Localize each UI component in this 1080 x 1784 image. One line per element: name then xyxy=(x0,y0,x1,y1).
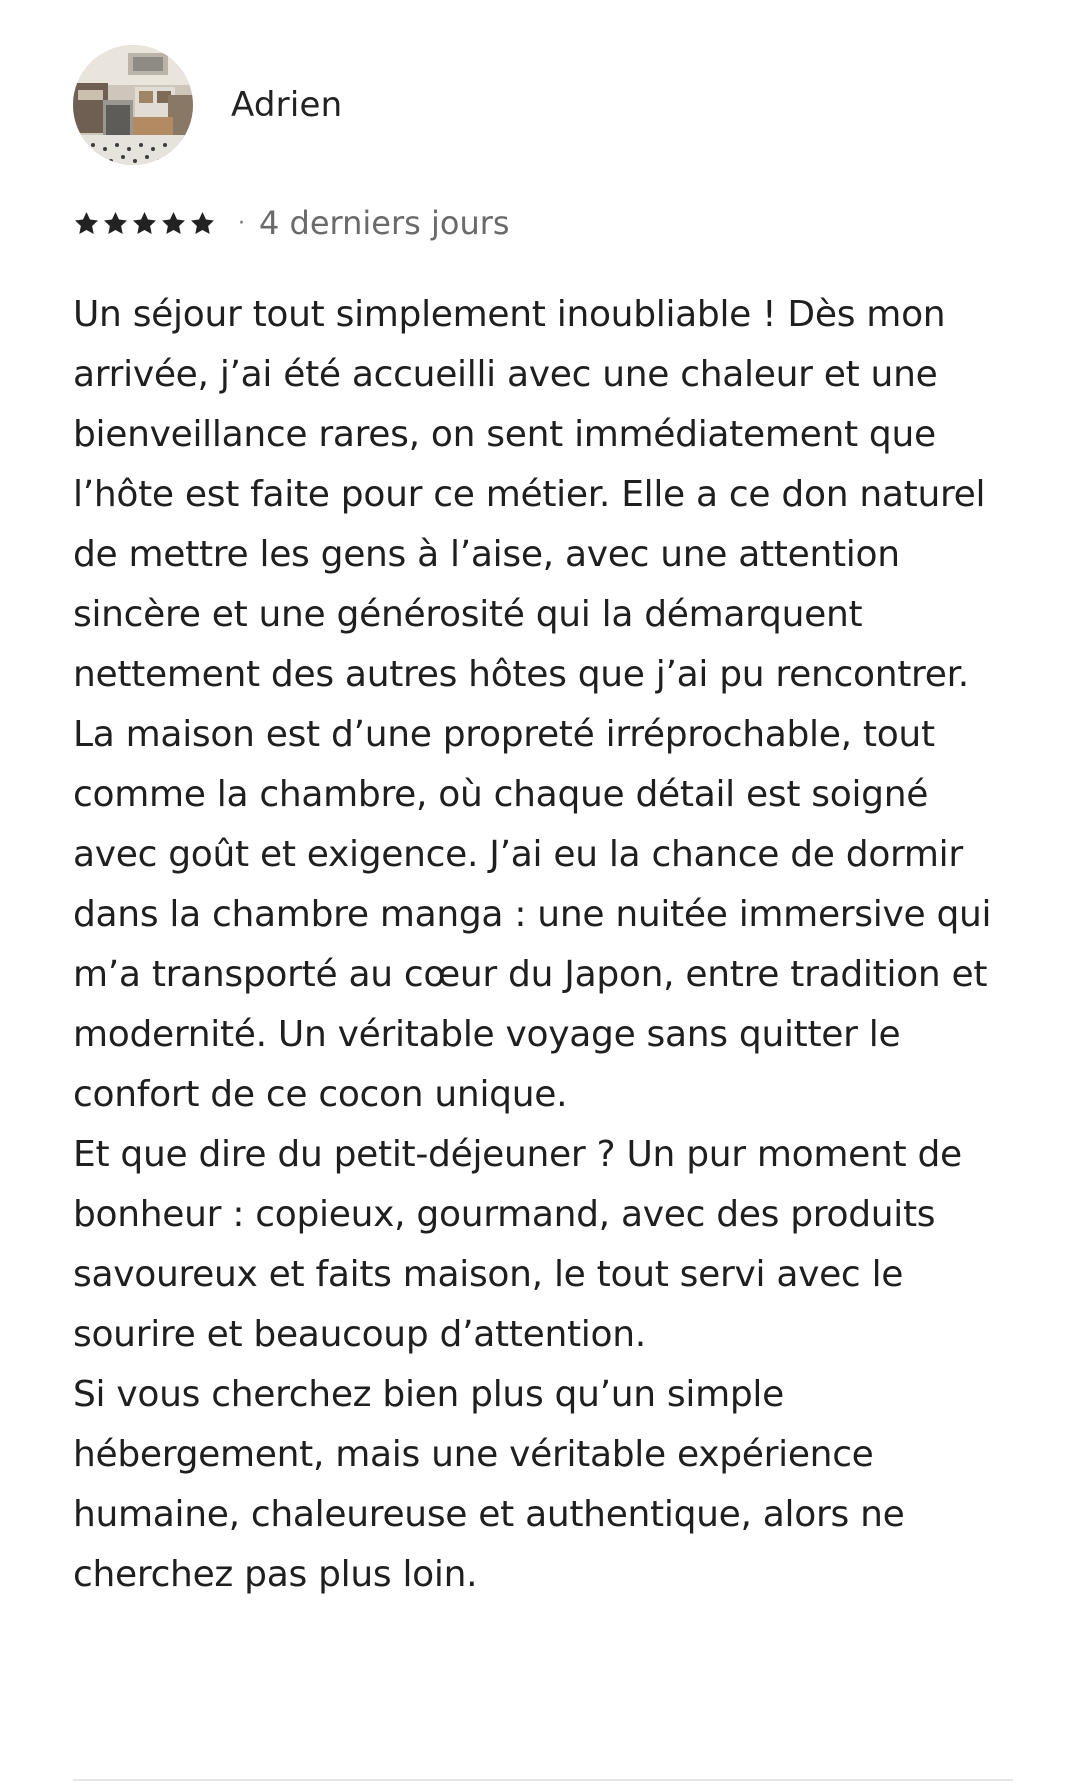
star-icon xyxy=(102,210,129,237)
review-paragraph: Si vous cherchez bien plus qu’un simple hébergement, mais une véritable expérience humaine, chaleureuse et authentique, alors ne cherchez pas plus loin. xyxy=(73,1374,905,1595)
review-text xyxy=(73,285,1013,1605)
star-icon xyxy=(189,210,216,237)
divider xyxy=(73,1779,1013,1781)
star-icon xyxy=(160,210,187,237)
review-paragraph: Et que dire du petit-déjeuner ? Un pur moment de bonheur : copieux, gourmand, avec des produits savoureux et faits maison, le tout servi avec le sourire et beaucoup d’attention. xyxy=(73,1134,962,1355)
avatar[interactable] xyxy=(73,45,193,165)
review-card xyxy=(73,45,1013,1605)
review-paragraph: Un séjour tout simplement inoubliable ! Dès mon arrivée, j’ai été accueilli avec une chaleur et une bienveillance rares, on sent immédiatement que l’hôte est faite pour ce métier. Elle a ce don naturel de mettre les gens à l’aise, avec une attention sincère et une générosité qui la démarquent nettement des autres hôtes que j’ai pu rencontrer. xyxy=(73,294,986,695)
review-date: 4 derniers jours xyxy=(259,204,510,242)
review-paragraph: La maison est d’une propreté irréprochable, tout comme la chambre, où chaque détail est soigné avec goût et exigence. J’ai eu la chance de dormir dans la chambre manga : une nuitée immersive qui m’a transporté au cœur du Japon, entre tradition et modernité. Un véritable voyage sans quitter le confort de ce cocon unique. xyxy=(73,714,992,1115)
review-meta xyxy=(73,203,1013,243)
separator-dot: · xyxy=(238,210,245,236)
star-icon xyxy=(131,210,158,237)
reviewer-name[interactable]: Adrien xyxy=(231,85,343,125)
kitchen-photo-icon xyxy=(73,45,193,165)
star-icon xyxy=(73,210,100,237)
star-rating xyxy=(73,210,216,237)
review-header xyxy=(73,45,1013,165)
